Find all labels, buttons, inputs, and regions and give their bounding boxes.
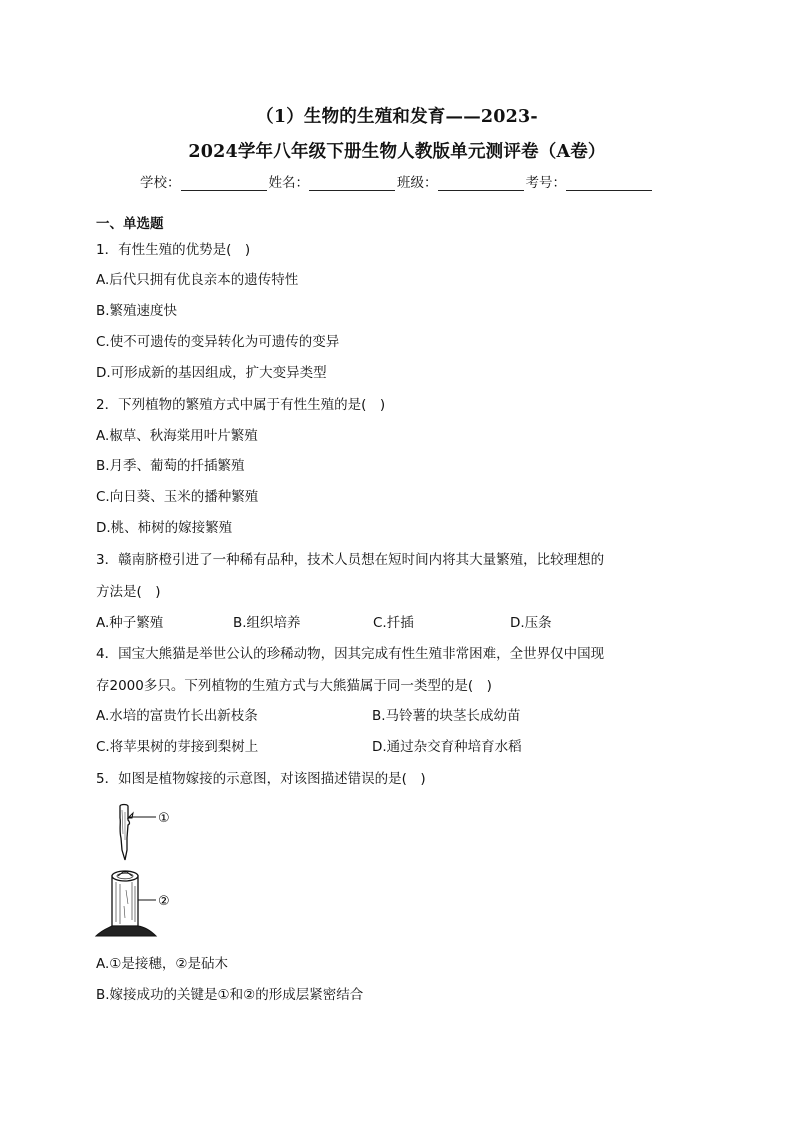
question-4-option-a: A.水培的富贵竹长出新枝条 — [96, 708, 258, 724]
school-blank[interactable] — [181, 176, 267, 191]
exam-number-label: 考号： — [525, 175, 566, 191]
student-info-row — [0, 171, 794, 191]
exam-title-line-2: 2024学年八年级下册生物人教版单元测评卷（A卷） — [188, 142, 606, 162]
question-3-option-c: C.扦插 — [373, 615, 414, 631]
class-blank[interactable] — [438, 176, 524, 191]
question-4-option-c: C.将苹果树的芽接到梨树上 — [96, 739, 259, 755]
grafting-illustration — [94, 800, 186, 940]
name-field — [269, 171, 398, 191]
section-title: 一、单选题 — [96, 216, 164, 232]
question-3-option-d: D.压条 — [510, 615, 552, 631]
question-5-option-b: B.嫁接成功的关键是①和②的形成层紧密结合 — [96, 987, 364, 1003]
figure-label-2: ② — [158, 894, 170, 909]
question-4-stem-line-2: 存2000多只。下列植物的生殖方式与大熊猫属于同一类型的是( ) — [96, 678, 492, 694]
question-1-option-b: B.繁殖速度快 — [96, 303, 178, 319]
question-3-stem-line-1: 3．赣南脐橙引进了一种稀有品种，技术人员想在短时间内将其大量繁殖，比较理想的 — [96, 552, 605, 568]
question-1-option-c: C.使不可遗传的变异转化为可遗传的变异 — [96, 334, 340, 350]
class-label: 班级： — [397, 175, 438, 191]
question-2-option-b: B.月季、葡萄的扦插繁殖 — [96, 458, 245, 474]
question-1-option-d: D.可形成新的基因组成，扩大变异类型 — [96, 365, 327, 381]
question-5-option-a: A.①是接穗，②是砧木 — [96, 956, 228, 972]
grafting-diagram — [94, 800, 186, 940]
name-blank[interactable] — [309, 176, 395, 191]
exam-title-line-1: （1）生物的生殖和发育——2023- — [256, 107, 538, 127]
exam-number-field — [526, 171, 655, 191]
question-1-stem: 1．有性生殖的优势是( ) — [96, 242, 251, 258]
name-label: 姓名： — [268, 175, 309, 191]
question-2-option-c: C.向日葵、玉米的播种繁殖 — [96, 489, 259, 505]
question-2-option-a: A.椒草、秋海棠用叶片繁殖 — [96, 428, 258, 444]
figure-label-1: ① — [158, 811, 170, 826]
ground-shape — [96, 926, 156, 936]
question-4-option-b: B.马铃薯的块茎长成幼苗 — [372, 708, 521, 724]
question-2-option-d: D.桃、柿树的嫁接繁殖 — [96, 520, 233, 536]
question-3-option-b: B.组织培养 — [233, 615, 301, 631]
question-2-stem: 2．下列植物的繁殖方式中属于有性生殖的是( ) — [96, 397, 386, 413]
question-3-option-a: A.种子繁殖 — [96, 615, 164, 631]
question-1-option-a: A.后代只拥有优良亲本的遗传特性 — [96, 272, 299, 288]
class-field — [397, 171, 526, 191]
question-4-stem-line-1: 4．国宝大熊猫是举世公认的珍稀动物，因其完成有性生殖非常困难，全世界仅中国现 — [96, 646, 605, 662]
school-field — [140, 171, 269, 191]
question-4-option-d: D.通过杂交育种培育水稻 — [372, 739, 522, 755]
question-3-stem-line-2: 方法是( ) — [96, 584, 161, 600]
exam-number-blank[interactable] — [566, 176, 652, 191]
question-5-stem: 5．如图是植物嫁接的示意图，对该图描述错误的是( ) — [96, 771, 426, 787]
school-label: 学校： — [140, 175, 181, 191]
